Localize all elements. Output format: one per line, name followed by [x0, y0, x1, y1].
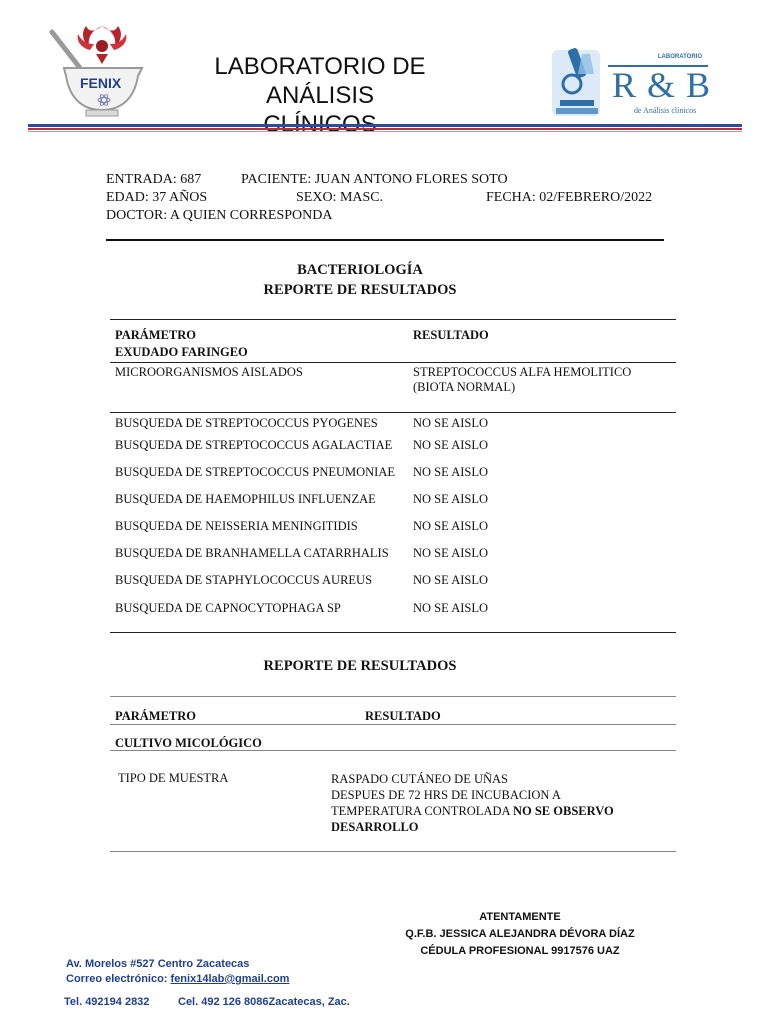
edad: EDAD: 37 AÑOS — [106, 190, 208, 205]
footer-email-line: Correo electrónico: fenix14lab@gmail.com — [66, 973, 290, 985]
rb-logo — [548, 40, 712, 120]
sexo: SEXO: MASC. — [296, 190, 384, 205]
table-row: BUSQUEDA DE STREPTOCOCCUS AGALACTIAE NO SE AISLO — [115, 438, 489, 452]
doctor: DOCTOR: A QUIEN CORRESPONDA — [106, 208, 333, 223]
signature-license: CÉDULA PROFESIONAL 9917576 UAZ — [420, 945, 620, 957]
info-divider — [106, 239, 664, 241]
signature-name: Q.F.B. JESSICA ALEJANDRA DÉVORA DÍAZ — [405, 928, 635, 940]
signature-block — [380, 909, 660, 960]
table1-col-result: RESULTADO — [413, 328, 489, 342]
table1-first-result: STREPTOCOCCUS ALFA HEMOLITICO (BIOTA NORMAL) — [413, 365, 632, 394]
entrada: ENTRADA: 687 — [106, 172, 202, 187]
table-row: BUSQUEDA DE STREPTOCOCCUS PNEUMONIAE NO SE AISLO — [115, 465, 489, 479]
table2-col-param: PARÁMETRO — [115, 709, 197, 723]
table-row: BUSQUEDA DE STAPHYLOCOCCUS AUREUS NO SE AISLO — [115, 573, 489, 587]
header-divider-red — [28, 128, 742, 130]
fecha: FECHA: 02/FEBRERO/2022 — [486, 190, 653, 205]
table2-group-rule — [110, 750, 676, 751]
header-divider-blue — [28, 124, 742, 127]
rb-logo-subtitle: de Análisis clínicos — [634, 106, 697, 115]
table-row: BUSQUEDA DE BRANHAMELLA CATARRHALIS NO SE AISLO — [115, 546, 489, 560]
section-title: BACTERIOLOGÍA — [297, 262, 423, 278]
table1-bottom-rule — [110, 632, 676, 633]
report-title: REPORTE DE RESULTADOS — [263, 282, 457, 298]
table1-sub-rule — [110, 412, 676, 413]
microscope-icon — [548, 44, 604, 120]
table1-col-param: PARÁMETRO — [115, 328, 197, 342]
table-row: BUSQUEDA DE STREPTOCOCCUS PYOGENES NO SE AISLO — [115, 416, 489, 430]
footer-cel: Cel. 492 126 8086Zacatecas, Zac. — [178, 996, 350, 1008]
footer-address: Av. Morelos #527 Centro Zacatecas — [66, 958, 250, 970]
table2-result: RASPADO CUTÁNEO DE UÑAS DESPUES DE 72 HRS DE INCUBACION A TEMPERATURA CONTROLADA NO SE OBSERVO DESARROLLO — [331, 772, 614, 834]
fenix-logo — [46, 20, 158, 120]
header-divider-light — [28, 131, 742, 132]
rb-logo-text: R & B — [612, 65, 712, 105]
paciente: PACIENTE: JUAN ANTONO FLORES SOTO — [241, 172, 508, 187]
table-row: BUSQUEDA DE HAEMOPHILUS INFLUENZAE NO SE AISLO — [115, 492, 489, 506]
table-row: BUSQUEDA DE NEISSERIA MENINGITIDIS NO SE AISLO — [115, 519, 489, 533]
table1-first-param: MICROORGANISMOS AISLADOS — [115, 365, 303, 379]
table2-head-rule — [110, 724, 676, 725]
table2-param: TIPO DE MUESTRA — [118, 771, 229, 785]
email-link[interactable]: fenix14lab@gmail.com — [170, 973, 290, 985]
table2-col-result: RESULTADO — [365, 709, 441, 723]
table2-group: CULTIVO MICOLÓGICO — [115, 736, 262, 750]
mortar-phoenix-icon — [46, 20, 158, 120]
signature-greeting: ATENTAMENTE — [479, 911, 561, 923]
table2-top-rule — [110, 696, 676, 697]
table2-bottom-rule — [110, 851, 676, 852]
table1-group-rule — [110, 362, 676, 363]
lab-title-line1: LABORATORIO DE ANÁLISIS — [214, 53, 426, 109]
report2-title: REPORTE DE RESULTADOS — [263, 658, 457, 674]
footer-tel: Tel. 492194 2832 — [64, 996, 150, 1008]
fenix-logo-text: FENIX — [80, 75, 122, 91]
table1-group: EXUDADO FARINGEO — [115, 345, 248, 359]
table1-top-rule — [110, 319, 676, 320]
rb-badge: LABORATORIO — [608, 56, 708, 67]
table-row: BUSQUEDA DE CAPNOCYTOPHAGA SP NO SE AISLO — [115, 601, 489, 615]
